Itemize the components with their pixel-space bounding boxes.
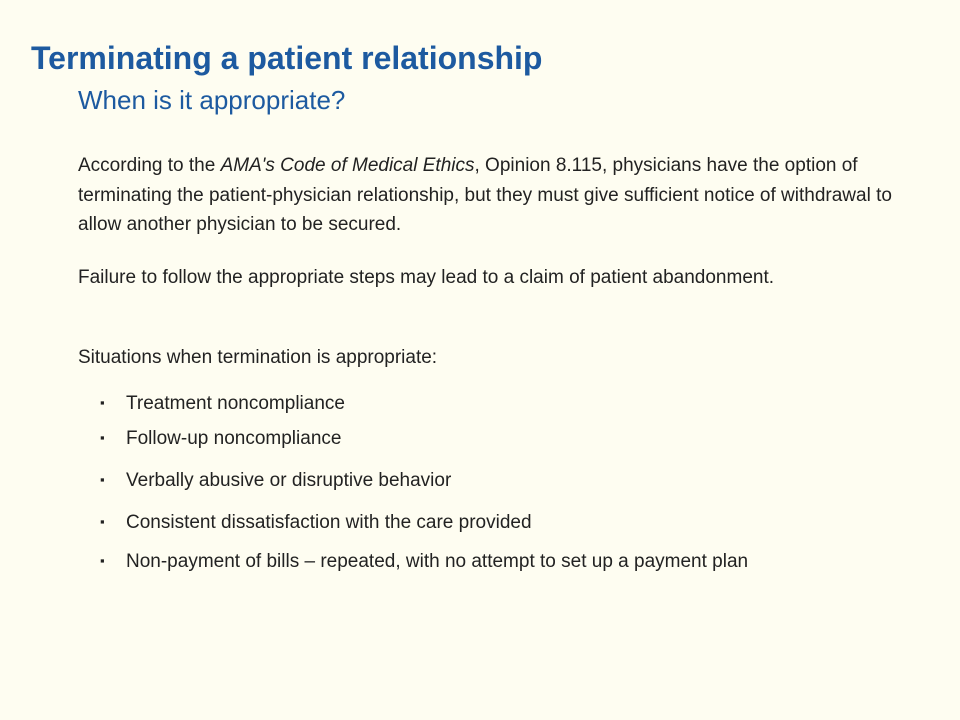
paragraph-ama-opinion <box>78 151 938 240</box>
list-item <box>100 510 532 535</box>
paragraph-ama-opinion-start: According to the <box>78 155 221 176</box>
list-item <box>100 426 341 451</box>
bullet-square-icon: ▪ <box>100 514 105 529</box>
list-item-text: Consistent dissatisfaction with the care provided <box>126 512 532 533</box>
paragraph-ama-opinion-end: , Opinion 8.115, physicians have the option of terminating the patient-physician relationship, but they must give sufficient notice of withdrawal to allow another physician to be secured. <box>78 155 892 235</box>
bullet-square-icon: ▪ <box>100 430 105 445</box>
list-item <box>100 391 345 416</box>
list-item-text: Follow-up noncompliance <box>126 428 342 449</box>
list-item-text: Treatment noncompliance <box>126 393 345 414</box>
paragraph-abandonment: Failure to follow the appropriate steps may lead to a claim of patient abandonment. <box>78 267 775 288</box>
bullet-square-icon: ▪ <box>100 395 105 410</box>
list-item <box>100 549 748 574</box>
list-item-text: Non-payment of bills – repeated, with no attempt to set up a payment plan <box>126 551 749 572</box>
code-of-ethics-title: AMA's Code of Medical Ethics <box>220 155 475 176</box>
list-item-text: Verbally abusive or disruptive behavior <box>126 470 452 491</box>
bullet-square-icon: ▪ <box>100 553 105 568</box>
bullet-square-icon: ▪ <box>100 472 105 487</box>
slide-subtitle: When is it appropriate? <box>78 85 346 115</box>
paragraph-situations-intro: Situations when termination is appropriate: <box>78 347 438 368</box>
list-item <box>100 468 451 493</box>
slide-title: Terminating a patient relationship <box>31 40 543 76</box>
